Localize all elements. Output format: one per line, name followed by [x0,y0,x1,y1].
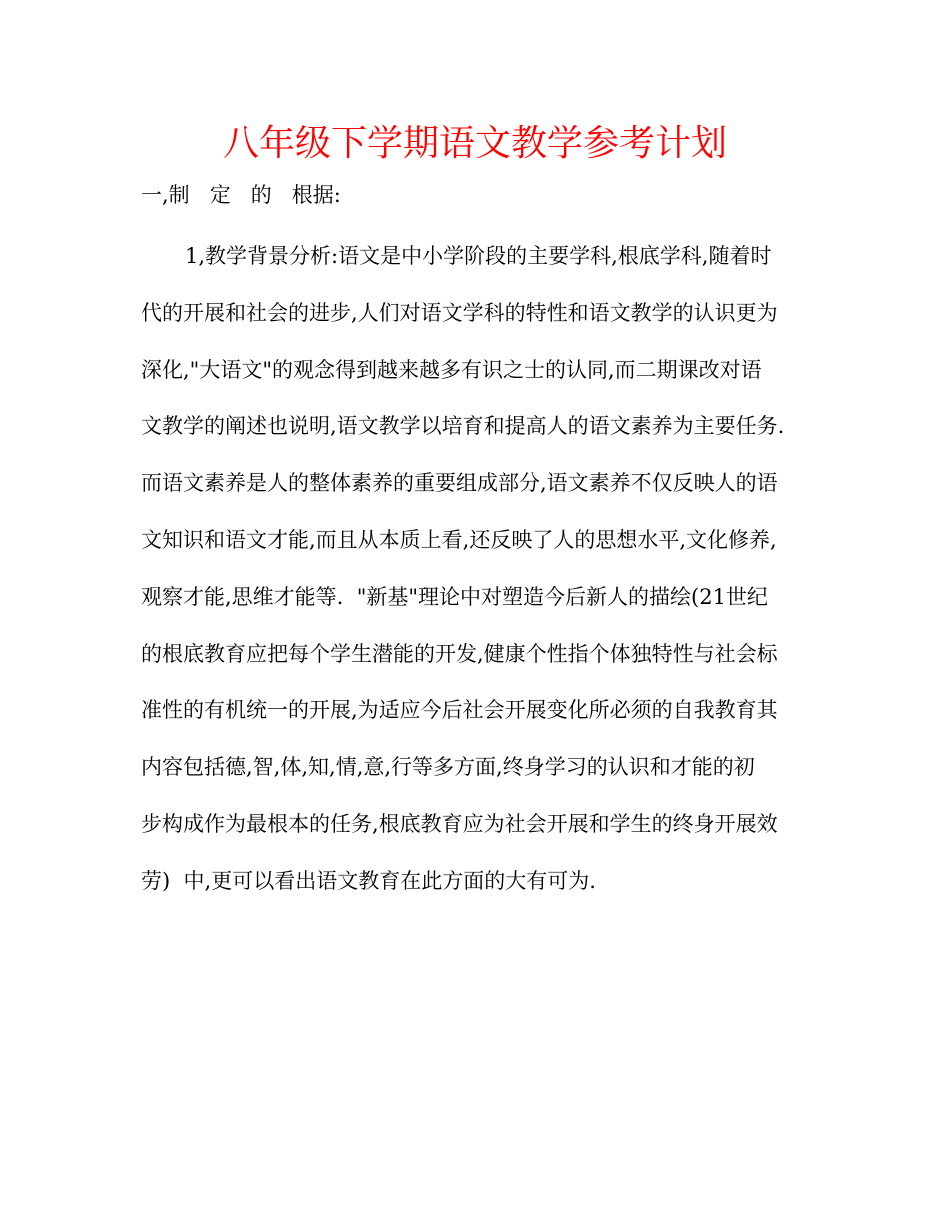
body-line: 的根底教育应把每个学生潜能的开发,健康个性指个体独特性与社会标 [141,641,778,666]
body-line: 文教学的阐述也说明,语文教学以培育和提高人的语文素养为主要任务. [141,414,785,439]
body-line: 观察才能,思维才能等. "新基"理论中对塑造今后新人的描绘(21世纪 [141,584,768,609]
body-line: 文知识和语文才能,而且从本质上看,还反映了人的思想水平,文化修养, [141,527,777,552]
body-line: 而语文素养是人的整体素养的重要组成部分,语文素养不仅反映人的语 [141,471,778,496]
body-line: 内容包括德,智,体,知,情,意,行等多方面,终身学习的认识和才能的初 [141,755,755,780]
body-paragraph [141,236,821,918]
document-title: 八年级下学期语文教学参考计划 [222,123,727,164]
body-line: 深化,"大语文"的观念得到越来越多有识之士的认同,而二期课改对语 [141,357,762,382]
body-line: 步构成作为最根本的任务,根底教育应为社会开展和学生的终身开展效 [141,811,778,836]
body-line: 准性的有机统一的开展,为适应今后社会开展变化所必须的自我教育其 [141,698,778,723]
body-line: 劳) 中,更可以看出语文教育在此方面的大有可为. [141,868,596,893]
section-heading: 一,制 定 的 根据: [141,183,341,207]
body-line: 代的开展和社会的进步,人们对语文学科的特性和语文教学的认识更为 [141,300,778,325]
body-line: 1,教学背景分析:语文是中小学阶段的主要学科,根底学科,随着时 [185,244,772,268]
